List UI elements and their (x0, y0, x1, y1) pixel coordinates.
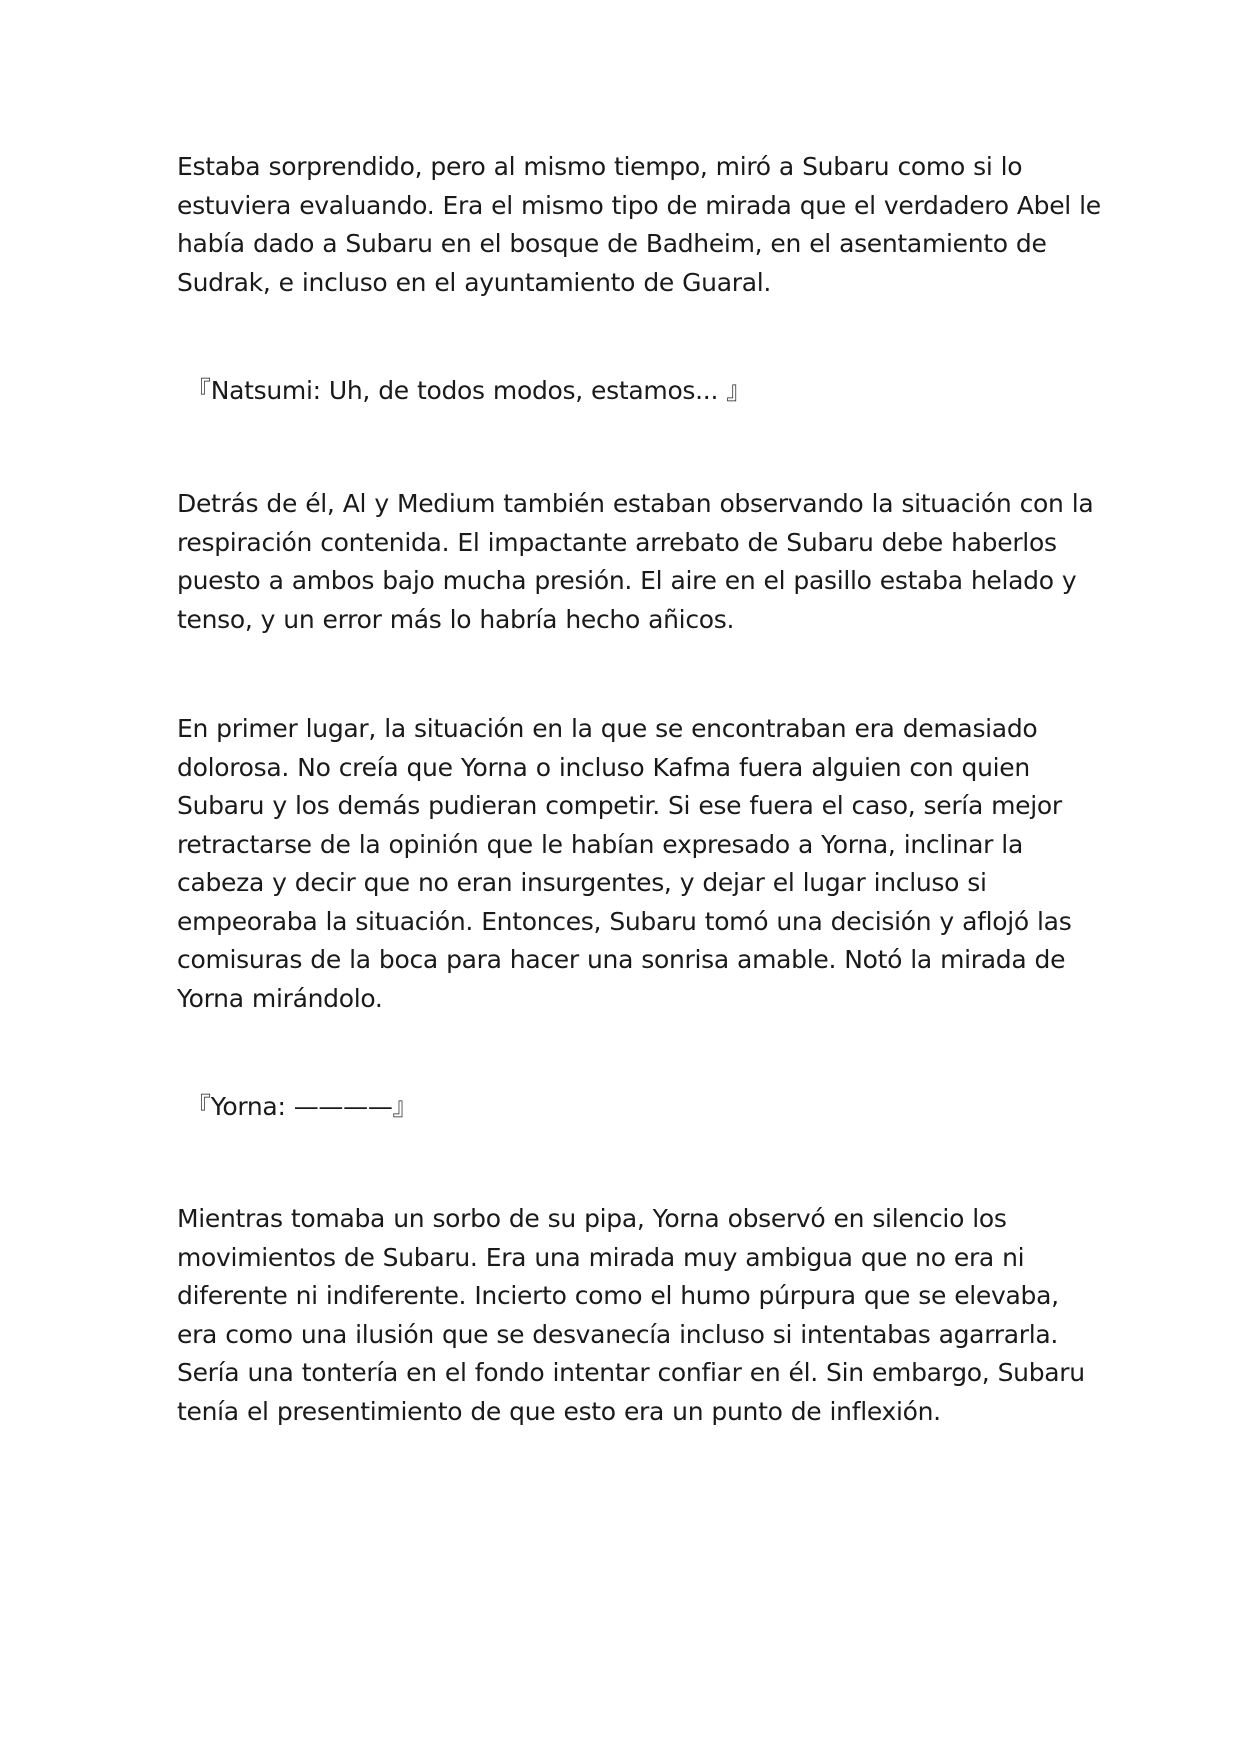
text-line: Sería una tontería en el fondo intentar confiar en él. Sin embargo, Subaru (177, 1358, 1085, 1387)
text-line: cabeza y decir que no eran insurgentes, y dejar el lugar incluso si (177, 868, 987, 897)
paragraph-4 (177, 1200, 1085, 1431)
text-line: había dado a Subaru en el bosque de Badheim, en el asentamiento de (177, 229, 1047, 258)
text-line: estuviera evaluando. Era el mismo tipo de mirada que el verdadero Abel le (177, 190, 1101, 220)
paragraph-1 (177, 148, 1101, 302)
text-line: tenso, y un error más lo habría hecho añicos. (177, 604, 735, 634)
text-line: Mientras tomaba un sorbo de su pipa, Yorna observó en silencio los (177, 1204, 1007, 1233)
text-line: 『Natsumi: Uh, de todos modos, estamos... 』 (186, 376, 751, 405)
text-line: Detrás de él, Al y Medium también estaban observando la situación con la (177, 489, 1094, 518)
text-line: Yorna mirándolo. (177, 983, 383, 1013)
text-line: comisuras de la boca para hacer una sonrisa amable. Notó la mirada de (177, 945, 1066, 974)
paragraph-3 (177, 710, 1077, 1018)
text-line: empeoraba la situación. Entonces, Subaru tomó una decisión y aflojó las (177, 906, 1072, 936)
text-line: Subaru y los demás pudieran competir. Si ese fuera el caso, sería mejor (177, 791, 1062, 820)
text-line: 『Yorna: ————』 (186, 1092, 418, 1121)
dialogue-yorna (186, 1088, 1086, 1127)
text-line: era como una ilusión que se desvanecía incluso si intentabas agarrarla. (177, 1319, 1059, 1349)
text-line: respiración contenida. El impactante arrebato de Subaru debe haberlos (177, 527, 1057, 557)
text-line: Estaba sorprendido, pero al mismo tiempo, miró a Subaru como si lo (177, 152, 1023, 181)
dialogue-natsumi (186, 372, 1086, 411)
text-line: En primer lugar, la situación en la que se encontraban era demasiado (177, 714, 1038, 743)
text-line: Sudrak, e incluso en el ayuntamiento de Guaral. (177, 267, 772, 297)
text-line: retractarse de la opinión que le habían expresado a Yorna, inclinar la (177, 829, 1023, 859)
text-line: dolorosa. No creía que Yorna o incluso Kafma fuera alguien con quien (177, 752, 1030, 782)
text-line: puesto a ambos bajo mucha presión. El aire en el pasillo estaba helado y (177, 566, 1077, 595)
text-line: movimientos de Subaru. Era una mirada muy ambigua que no era ni (177, 1242, 1025, 1272)
paragraph-2 (177, 485, 1094, 639)
text-line: diferente ni indiferente. Incierto como el humo púrpura que se elevaba, (177, 1281, 1059, 1310)
text-line: tenía el presentimiento de que esto era un punto de inflexión. (177, 1396, 941, 1426)
